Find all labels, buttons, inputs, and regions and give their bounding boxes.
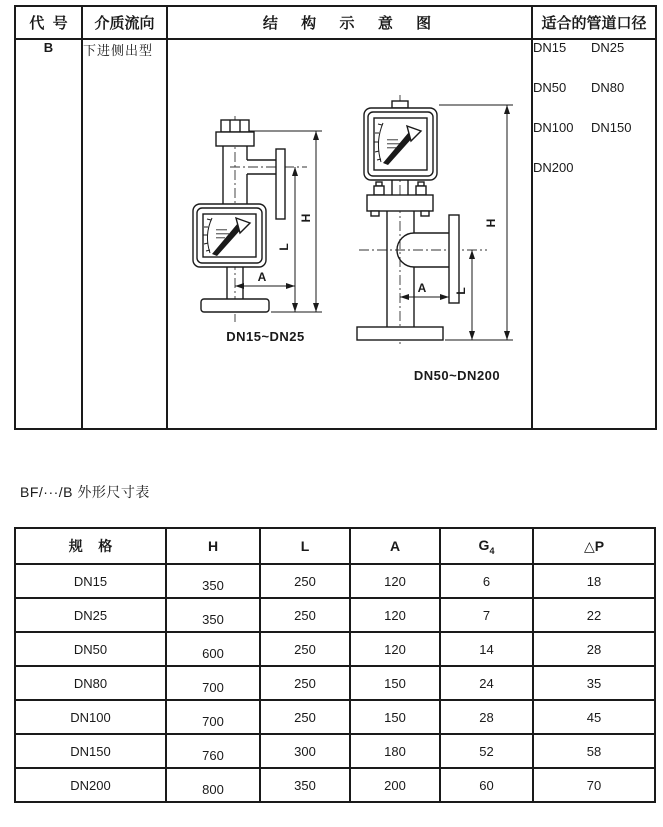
cell-delta-p: 70 <box>533 768 655 802</box>
col-header-h: H <box>166 528 260 564</box>
structure-diagram-cell <box>167 39 532 429</box>
gauge <box>364 108 437 180</box>
col-header-a: A <box>350 528 440 564</box>
pipe-body <box>387 211 414 327</box>
cell-l: 250 <box>260 700 350 734</box>
pipe-size: DN15 <box>533 40 567 55</box>
structure-table <box>14 5 657 430</box>
gauge <box>193 204 266 267</box>
col-header-diagram: 结 构 示 意 图 <box>167 6 532 39</box>
dim-label-h: H <box>484 218 498 228</box>
table-row <box>15 564 655 598</box>
table-row <box>15 700 655 734</box>
cell-a: 150 <box>350 666 440 700</box>
table-row <box>15 666 655 700</box>
cell-delta-p: 35 <box>533 666 655 700</box>
cell-spec: DN80 <box>15 666 166 700</box>
dimension-table-header-row <box>15 528 655 564</box>
diagram-label-left: DN15~DN25 <box>226 329 305 344</box>
cell-l: 250 <box>260 564 350 598</box>
bottom-flange <box>357 327 443 340</box>
cell-spec: DN150 <box>15 734 166 768</box>
cell-h: 800 <box>166 768 260 802</box>
table-row <box>15 632 655 666</box>
col-header-flow: 介质流向 <box>82 6 167 39</box>
cell-a: 180 <box>350 734 440 768</box>
cell-l: 250 <box>260 666 350 700</box>
col-header-delta-p: △P <box>533 528 655 564</box>
cell-a: 150 <box>350 700 440 734</box>
g-subscript: 4 <box>489 545 495 556</box>
pipe-size-row <box>533 80 655 120</box>
cell-g4: 6 <box>440 564 533 598</box>
cell-h: 350 <box>166 598 260 632</box>
cell-delta-p: 18 <box>533 564 655 598</box>
pipe-size: DN25 <box>591 40 625 55</box>
col-header-pipe-sizes: 适合的管道口径 <box>532 6 656 39</box>
table-row <box>15 734 655 768</box>
cell-g4: 14 <box>440 632 533 666</box>
dimension-table-caption: BF/···/B 外形尺寸表 <box>20 484 150 500</box>
top-flange <box>367 195 433 211</box>
cell-l: 300 <box>260 734 350 768</box>
cell-h: 700 <box>166 666 260 700</box>
table-row <box>15 768 655 802</box>
structure-table-body-row <box>15 39 656 429</box>
flow-direction-value: 下进侧出型 <box>82 39 167 429</box>
cell-spec: DN15 <box>15 564 166 598</box>
dim-label-h: H <box>299 213 313 223</box>
cell-a: 120 <box>350 564 440 598</box>
dim-label-l: L <box>454 287 468 295</box>
pipe-size: DN200 <box>533 160 574 175</box>
code-value: B <box>15 39 82 429</box>
cell-delta-p: 45 <box>533 700 655 734</box>
pipe-size: DN80 <box>591 80 625 95</box>
bottom-flange <box>201 299 269 312</box>
pipe-size-row <box>533 120 655 160</box>
cell-g4: 52 <box>440 734 533 768</box>
cell-delta-p: 58 <box>533 734 655 768</box>
structure-table-header-row <box>15 6 656 39</box>
table-row <box>15 598 655 632</box>
cell-l: 250 <box>260 632 350 666</box>
cell-l: 250 <box>260 598 350 632</box>
flange-bolt-end <box>371 211 379 216</box>
cell-h: 600 <box>166 632 260 666</box>
col-header-l: L <box>260 528 350 564</box>
cell-l: 350 <box>260 768 350 802</box>
cell-a: 200 <box>350 768 440 802</box>
pipe-size-row <box>533 40 655 80</box>
cell-a: 120 <box>350 598 440 632</box>
cell-delta-p: 22 <box>533 598 655 632</box>
col-header-code: 代 号 <box>15 6 82 39</box>
cell-g4: 24 <box>440 666 533 700</box>
dim-label-a: A <box>417 281 427 295</box>
pipe-size: DN50 <box>533 80 567 95</box>
cell-spec: DN25 <box>15 598 166 632</box>
cell-g4: 60 <box>440 768 533 802</box>
cell-g4: 28 <box>440 700 533 734</box>
col-header-spec: 规 格 <box>15 528 166 564</box>
pipe-sizes-cell <box>532 39 656 429</box>
dim-label-a: A <box>257 270 267 284</box>
cell-spec: DN50 <box>15 632 166 666</box>
flange-bolt-end <box>421 211 429 216</box>
col-header-g4 <box>440 528 533 564</box>
cell-a: 120 <box>350 632 440 666</box>
diagram-dn50-dn200 <box>337 95 522 345</box>
cell-h: 350 <box>166 564 260 598</box>
diagram-dn15-dn25 <box>183 114 348 349</box>
pipe-size: DN100 <box>533 120 574 135</box>
pipe-size-row <box>533 160 655 200</box>
cell-h: 760 <box>166 734 260 768</box>
top-plug <box>392 101 408 108</box>
cell-h: 700 <box>166 700 260 734</box>
dim-label-l: L <box>277 243 291 251</box>
cell-spec: DN200 <box>15 768 166 802</box>
cell-g4: 7 <box>440 598 533 632</box>
dimension-table <box>14 527 656 803</box>
diagram-label-right: DN50~DN200 <box>413 368 501 383</box>
cell-spec: DN100 <box>15 700 166 734</box>
pipe-size: DN150 <box>591 120 632 135</box>
cell-delta-p: 28 <box>533 632 655 666</box>
g-label: G <box>478 536 490 553</box>
